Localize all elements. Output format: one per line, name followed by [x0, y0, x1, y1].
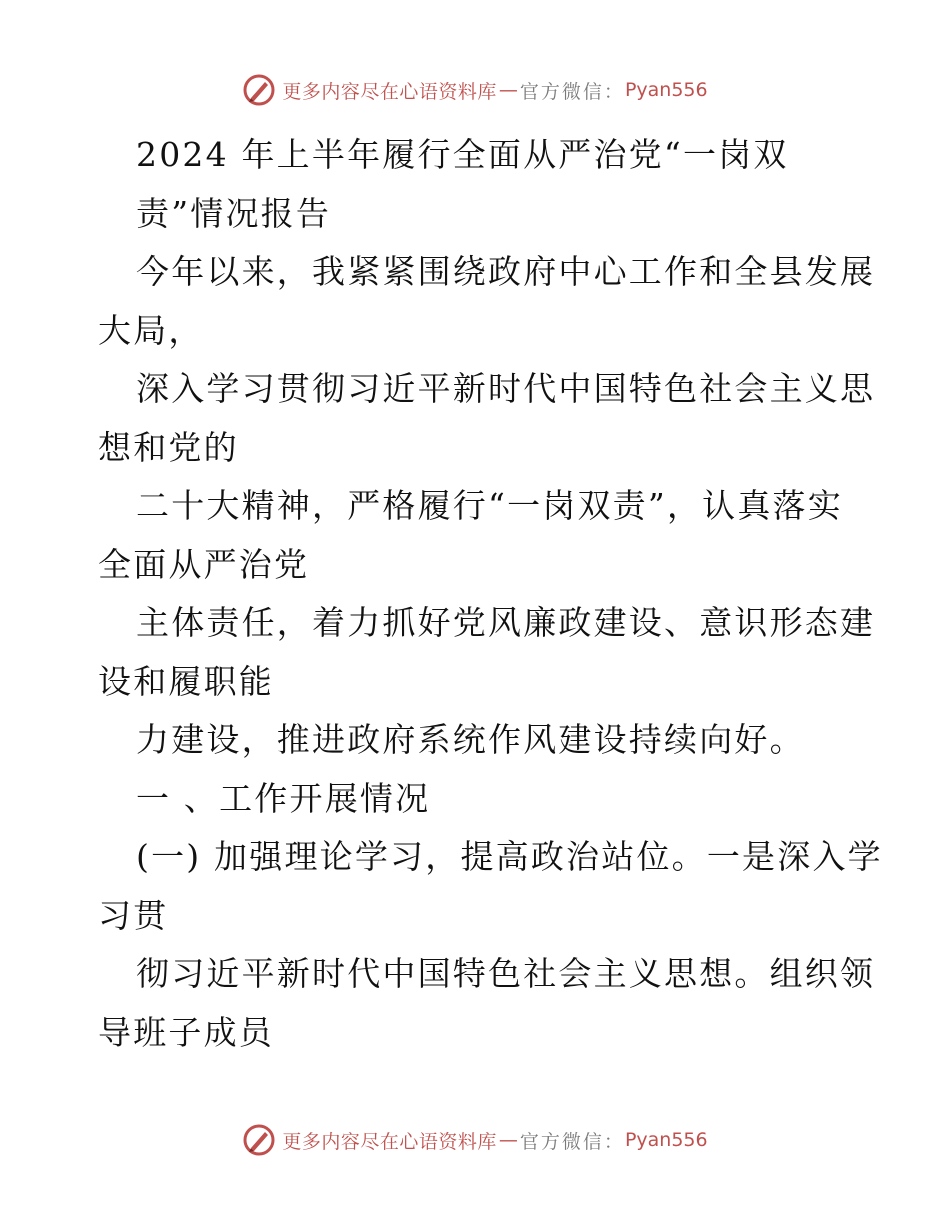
paragraph-line: 导班子成员	[98, 1012, 274, 1052]
paragraph-line: 彻习近平新时代中国特色社会主义思想。组织领	[136, 954, 876, 993]
paragraph-line: 习贯	[98, 895, 169, 935]
paragraph-line: 想和党的	[98, 427, 239, 467]
footer-watermark	[0, 1120, 950, 1160]
watermark-text: 更多内容尽在心语资料库	[282, 1130, 497, 1153]
pen-logo-icon	[242, 73, 276, 107]
header-watermark	[0, 70, 950, 110]
paragraph-line: 力建设，推进政府系统作风建设持续向好。	[136, 720, 805, 759]
watermark-label: 官方微信：	[519, 80, 625, 103]
paragraph-line: 大局，	[98, 310, 204, 350]
watermark-dash: —	[498, 1129, 518, 1151]
title-line-2: 责”情况报告	[136, 193, 332, 233]
paragraph-line: 设和履职能	[98, 661, 274, 701]
section-heading: 一 、工作开展情况	[136, 778, 431, 818]
paragraph-line: 今年以来，我紧紧围绕政府中心工作和全县发展	[136, 252, 876, 291]
watermark-id: Pyan556	[624, 1129, 708, 1151]
title-line-1: 2024 年上半年履行全面从严治党“一岗双	[136, 135, 789, 174]
paragraph-line: 主体责任，着力抓好党风廉政建设、意识形态建	[136, 603, 876, 642]
watermark-id: Pyan556	[624, 79, 708, 101]
paragraph-line: 全面从严治党	[98, 544, 310, 584]
paragraph-line: (一) 加强理论学习，提高政治站位。一是深入学	[136, 837, 883, 876]
document-body	[98, 126, 883, 1062]
paragraph-line: 深入学习贯彻习近平新时代中国特色社会主义思	[136, 369, 876, 408]
paragraph-line: 二十大精神，严格履行“一岗双责”，认真落实	[136, 486, 843, 525]
watermark-text: 更多内容尽在心语资料库	[282, 80, 497, 103]
pen-logo-icon	[242, 1123, 276, 1157]
watermark-dash: —	[498, 79, 518, 101]
watermark-label: 官方微信：	[519, 1130, 625, 1153]
